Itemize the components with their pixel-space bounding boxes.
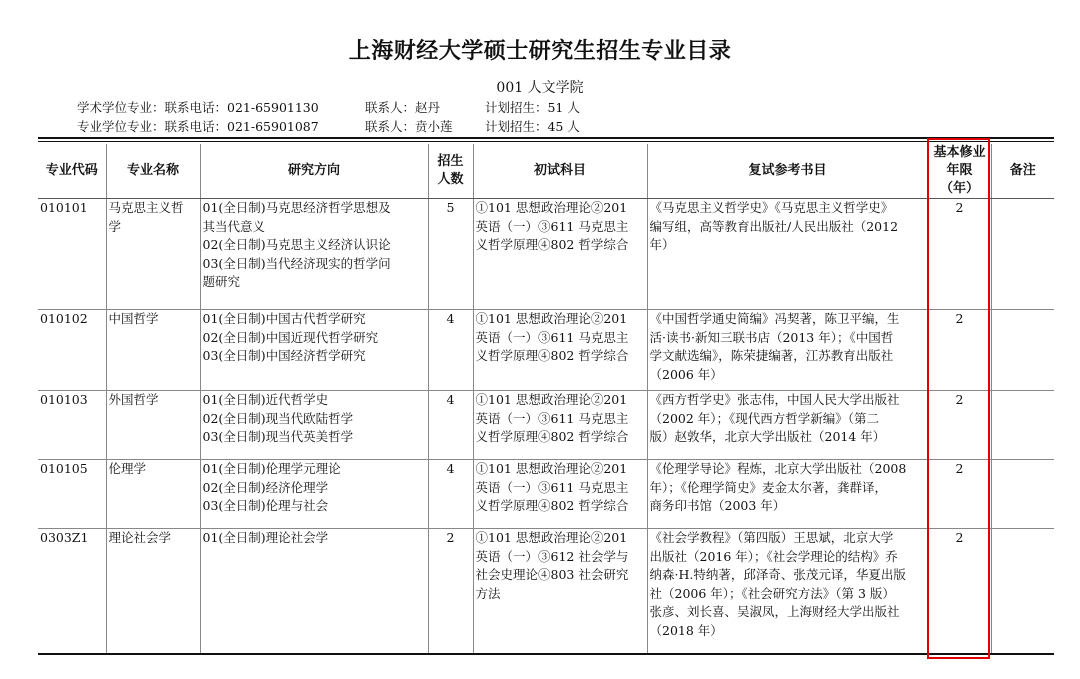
retest-line: 学文献选编》，陈荣捷编著，江苏教育出版社	[649, 348, 894, 363]
cell-retest	[647, 460, 928, 529]
contact-plan: 计划招生：45 人	[484, 119, 580, 134]
cell-exam	[473, 460, 647, 529]
contact-plan: 计划招生：51 人	[484, 100, 580, 115]
retest-line: 张彦、刘长喜、吴淑凤，上海财经大学出版社	[649, 604, 900, 619]
exam-line: ①101 思想政治理论②201	[475, 200, 628, 215]
header-note: 备注	[991, 144, 1054, 199]
table-row	[38, 391, 1054, 460]
cell-enroll: 2	[428, 529, 473, 655]
header-name: 专业名称	[106, 144, 200, 199]
cell-enroll: 4	[428, 391, 473, 460]
cell-retest	[647, 310, 928, 391]
cell-direction	[200, 391, 428, 460]
exam-line: 义哲学原理④802 哲学综合	[475, 237, 629, 252]
name-line: 伦理学	[108, 461, 147, 476]
retest-line: 出版社（2016 年）；《社会学理论的结构》乔	[649, 548, 898, 564]
direction-line: 01(全日制)理论社会学	[202, 530, 329, 545]
cell-retest	[647, 199, 928, 310]
cell-enroll: 4	[428, 310, 473, 391]
cell-enroll: 5	[428, 199, 473, 310]
retest-line: 《马克思主义哲学史》《马克思主义哲学史》	[649, 200, 894, 215]
header-enroll	[428, 144, 473, 199]
retest-line: 商务印书馆（2003 年）	[649, 498, 786, 513]
direction-line: 01(全日制)伦理学元理论	[202, 461, 341, 476]
direction-line: 02(全日制)现当代欧陆哲学	[202, 410, 354, 426]
header-years-line-2: 年限（年）	[939, 163, 979, 196]
table-header-row	[38, 144, 1054, 199]
header-rule-thick	[38, 137, 1054, 139]
retest-line: 《中国哲学通史简编》冯契著，陈卫平编，生	[649, 311, 900, 326]
cell-note	[991, 529, 1054, 655]
exam-line: 义哲学原理④802 哲学综合	[475, 429, 629, 444]
cell-enroll: 4	[428, 460, 473, 529]
table-row	[38, 310, 1054, 391]
exam-line: 社会史理论④803 社会研究	[475, 567, 629, 582]
cell-direction	[200, 310, 428, 391]
cell-note	[991, 391, 1054, 460]
retest-line: 活·读书·新知三联书店（2013 年）；《中国哲	[649, 329, 894, 345]
cell-note	[991, 310, 1054, 391]
header-direction: 研究方向	[200, 144, 428, 199]
retest-line: 社（2006 年）；《社会研究方法》（第 3 版）	[649, 585, 895, 601]
table-row	[38, 529, 1054, 655]
name-line: 学	[108, 218, 122, 234]
contact-phone: 专业学位专业：联系电话：021-65901087	[77, 119, 319, 134]
header-enroll-line-2: 人数	[437, 172, 464, 187]
direction-line: 01(全日制)近代哲学史	[202, 392, 329, 407]
direction-line: 02(全日制)经济伦理学	[202, 479, 329, 495]
cell-years: 2	[928, 460, 991, 529]
table-row	[38, 199, 1054, 310]
direction-line: 03(全日制)现当代英美哲学	[202, 429, 354, 444]
contact-person: 联系人：贲小莲	[364, 119, 453, 134]
retest-line: 版）赵敦华，北京大学出版社（2014 年）	[649, 429, 886, 444]
cell-code: 010103	[38, 391, 106, 460]
exam-line: ①101 思想政治理论②201	[475, 392, 628, 407]
retest-line: （2018 年）	[649, 622, 723, 638]
retest-line: 纳森·H.特纳著，邱泽奇、张茂元译，华夏出版	[649, 567, 906, 582]
exam-line: ①101 思想政治理论②201	[475, 311, 628, 326]
exam-line: ①101 思想政治理论②201	[475, 530, 628, 545]
retest-line: 《社会学教程》（第四版）王思斌，北京大学	[649, 530, 894, 545]
retest-line: 年）	[649, 237, 675, 252]
header-code: 专业代码	[38, 144, 106, 199]
retest-line: 编写组，高等教育出版社/人民出版社（2012	[649, 218, 899, 234]
cell-code: 010101	[38, 199, 106, 310]
cell-code: 010105	[38, 460, 106, 529]
school-name: 001 人文学院	[496, 80, 584, 96]
cell-exam	[473, 199, 647, 310]
header-years-line-1: 基本修业	[933, 145, 986, 160]
cell-exam	[473, 529, 647, 655]
contact-line-professional	[77, 117, 580, 135]
exam-line: 义哲学原理④802 哲学综合	[475, 498, 629, 513]
cell-direction	[200, 199, 428, 310]
exam-line: 义哲学原理④802 哲学综合	[475, 348, 629, 363]
cell-direction	[200, 460, 428, 529]
exam-line: 英语（一）③612 社会学与	[475, 548, 629, 564]
cell-name	[106, 460, 200, 529]
cell-note	[991, 199, 1054, 310]
direction-line: 01(全日制)马克思经济哲学思想及	[202, 200, 391, 215]
program-catalog-table	[38, 144, 1054, 655]
cell-name	[106, 529, 200, 655]
contact-person: 联系人：赵丹	[364, 100, 440, 115]
contact-phone: 学术学位专业：联系电话：021-65901130	[77, 100, 319, 115]
retest-line: 《西方哲学史》张志伟，中国人民大学出版社	[649, 392, 900, 407]
cell-years: 2	[928, 199, 991, 310]
header-rule-thin	[38, 141, 1054, 142]
name-line: 中国哲学	[108, 311, 159, 326]
direction-line: 02(全日制)马克思主义经济认识论	[202, 237, 391, 252]
name-line: 理论社会学	[108, 530, 172, 545]
direction-line: 01(全日制)中国古代哲学研究	[202, 311, 366, 326]
exam-line: ①101 思想政治理论②201	[475, 461, 628, 476]
cell-name	[106, 199, 200, 310]
page-title: 上海财经大学硕士研究生招生专业目录	[348, 39, 732, 64]
header-retest: 复试参考书目	[647, 144, 928, 199]
direction-line: 03(全日制)当代经济现实的哲学问	[202, 255, 391, 271]
header-years	[928, 144, 991, 199]
retest-line: 年）；《伦理学简史》麦金太尔著，龚群译，	[649, 479, 888, 495]
direction-line: 其当代意义	[202, 218, 266, 234]
cell-code: 010102	[38, 310, 106, 391]
exam-line: 英语（一）③611 马克思主	[475, 329, 629, 345]
name-line: 外国哲学	[108, 392, 159, 407]
table-row	[38, 460, 1054, 529]
cell-exam	[473, 310, 647, 391]
cell-years: 2	[928, 391, 991, 460]
retest-line: （2002 年）；《现代西方哲学新编》（第二	[649, 410, 880, 426]
cell-name	[106, 310, 200, 391]
direction-line: 03(全日制)伦理与社会	[202, 498, 329, 513]
retest-line: 《伦理学导论》程炼，北京大学出版社（2008	[649, 461, 907, 476]
cell-code: 0303Z1	[38, 529, 106, 655]
exam-line: 英语（一）③611 马克思主	[475, 218, 629, 234]
cell-retest	[647, 529, 928, 655]
cell-direction	[200, 529, 428, 655]
exam-line: 英语（一）③611 马克思主	[475, 410, 629, 426]
direction-line: 02(全日制)中国近现代哲学研究	[202, 329, 379, 345]
direction-line: 题研究	[202, 274, 241, 289]
cell-note	[991, 460, 1054, 529]
cell-years: 2	[928, 529, 991, 655]
header-exam: 初试科目	[473, 144, 647, 199]
exam-line: 方法	[475, 585, 501, 601]
contact-line-academic	[77, 98, 580, 116]
cell-name	[106, 391, 200, 460]
name-line: 马克思主义哲	[108, 200, 184, 215]
header-enroll-line-1: 招生	[437, 154, 464, 169]
exam-line: 英语（一）③611 马克思主	[475, 479, 629, 495]
retest-line: （2006 年）	[649, 366, 723, 382]
cell-exam	[473, 391, 647, 460]
direction-line: 03(全日制)中国经济哲学研究	[202, 348, 366, 363]
cell-years: 2	[928, 310, 991, 391]
cell-retest	[647, 391, 928, 460]
